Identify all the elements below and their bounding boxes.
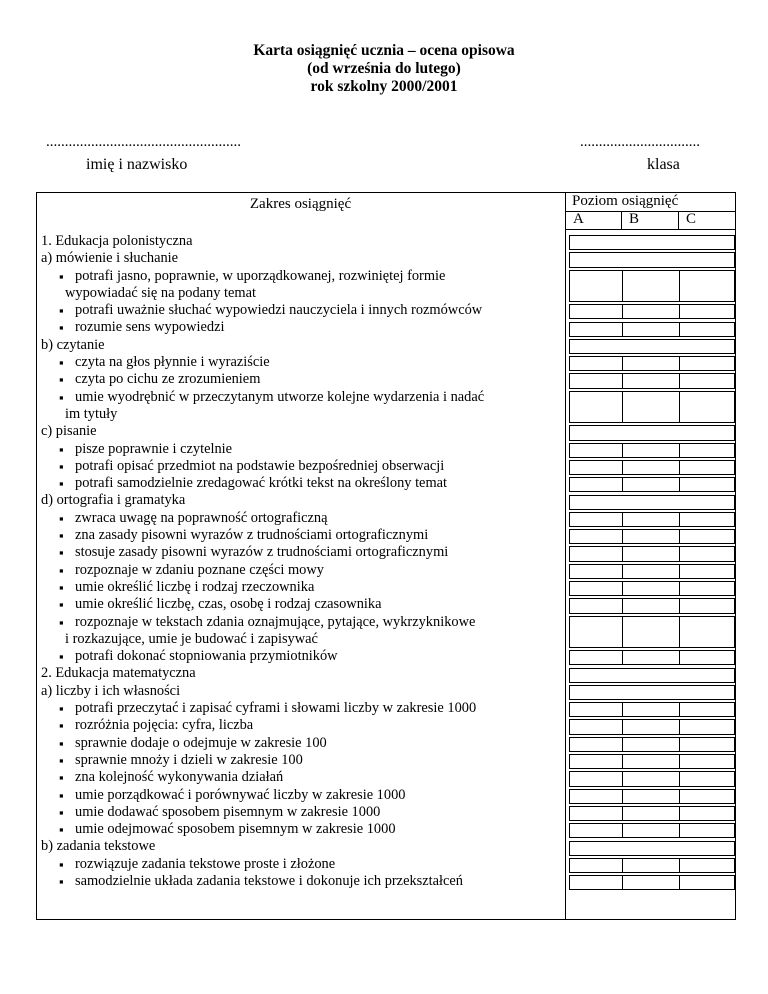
subsection-heading: b) zadania tekstowe [41, 838, 156, 855]
achievement-item [41, 389, 563, 406]
level-a-label: A [573, 211, 584, 227]
document-title [0, 42, 768, 96]
achievement-item-text: rozpoznaje w zdaniu poznane części mowy [75, 561, 324, 578]
heading-cell [569, 339, 735, 354]
achievement-item [41, 527, 563, 544]
rating-cell[interactable] [569, 460, 735, 475]
achievement-item [41, 769, 563, 786]
rating-cell-separator [622, 305, 623, 318]
achievement-item [41, 458, 563, 475]
rating-cell-separator [679, 755, 680, 768]
rating-cell[interactable] [569, 391, 735, 424]
rating-cell-separator [622, 651, 623, 664]
rating-cell-separator [622, 392, 623, 423]
achievement-item [41, 579, 563, 596]
section-heading: 2. Edukacja matematyczna [41, 665, 196, 682]
rating-cell-separator [679, 478, 680, 491]
rating-cell-separator [622, 478, 623, 491]
rating-cell[interactable] [569, 789, 735, 804]
level-header-sep-ab [621, 211, 622, 229]
rating-cell-separator [622, 859, 623, 872]
rating-cell-separator [679, 703, 680, 716]
heading-cell [569, 425, 735, 440]
achievement-item-text: potrafi samodzielnie zredagować krótki tekst na określony temat [75, 475, 448, 492]
rating-cell-separator [679, 582, 680, 595]
rating-cell-separator [622, 720, 623, 733]
rating-cell-separator [679, 530, 680, 543]
rating-cell-separator [622, 271, 623, 302]
rating-cell-separator [679, 323, 680, 336]
rating-cell-separator [679, 772, 680, 785]
heading-cell [569, 668, 735, 683]
rating-cell[interactable] [569, 529, 735, 544]
rating-cell-separator [622, 530, 623, 543]
rating-cell-separator [679, 513, 680, 526]
rating-cell[interactable] [569, 598, 735, 613]
achievement-item [41, 544, 563, 561]
achievement-item [41, 562, 563, 579]
rating-cell-separator [679, 392, 680, 423]
achievement-item [41, 371, 563, 388]
rating-cell-separator [679, 720, 680, 733]
rating-cell-separator [679, 876, 680, 889]
achievement-item [41, 475, 563, 492]
achievement-item-text: pisze poprawnie i czytelnie [75, 440, 233, 457]
achievement-item-text: umie określić liczbę i rodzaj rzeczownika [75, 578, 315, 595]
achievement-item-continuation: wypowiadać się na podany temat [65, 284, 257, 301]
achievement-item-text: zna kolejność wykonywania działań [75, 769, 284, 786]
rating-cell-separator [622, 513, 623, 526]
rating-cell-separator [679, 651, 680, 664]
subsection-heading: c) pisanie [41, 423, 97, 440]
rating-cell[interactable] [569, 616, 735, 649]
rating-cell-separator [679, 357, 680, 370]
achievement-item-text: umie dodawać sposobem pisemnym w zakresie 1000 [75, 803, 381, 820]
subsection-heading: b) czytanie [41, 336, 105, 353]
rating-cell-separator [679, 547, 680, 560]
heading-cell [569, 252, 735, 267]
title-line-3: rok szkolny 2000/2001 [310, 78, 458, 95]
rating-cell[interactable] [569, 823, 735, 838]
achievement-item [41, 319, 563, 336]
achievement-item [41, 856, 563, 873]
rating-cell[interactable] [569, 858, 735, 873]
achievement-item [41, 787, 563, 804]
achievement-item-continuation: i rozkazujące, umie je budować i zapisywać [65, 630, 318, 647]
rating-cell-separator [622, 876, 623, 889]
rating-cell[interactable] [569, 564, 735, 579]
rating-cell[interactable] [569, 546, 735, 561]
rating-cell[interactable] [569, 719, 735, 734]
heading-cell [569, 235, 735, 250]
achievement-item-text: potrafi uważnie słuchać wypowiedzi nauczyciela i innych rozmówców [75, 302, 483, 319]
rating-cell[interactable] [569, 356, 735, 371]
heading-cell [569, 841, 735, 856]
achievement-item [41, 510, 563, 527]
rating-cell[interactable] [569, 477, 735, 492]
rating-cell-separator [679, 461, 680, 474]
rating-cell-separator [679, 271, 680, 302]
rating-cell[interactable] [569, 443, 735, 458]
name-field-dots[interactable]: .................................................... [46, 134, 241, 150]
achievement-item [41, 873, 563, 890]
rating-cell-separator [622, 772, 623, 785]
rating-cell-separator [622, 547, 623, 560]
rating-cell-separator [622, 617, 623, 648]
rating-cell[interactable] [569, 806, 735, 821]
rating-cell-separator [622, 599, 623, 612]
rating-cell-separator [679, 824, 680, 837]
achievement-item-text: potrafi opisać przedmiot na podstawie bezpośredniej obserwacji [75, 457, 445, 474]
rating-cell-separator [679, 617, 680, 648]
rating-cell[interactable] [569, 737, 735, 752]
achievement-item [41, 441, 563, 458]
rating-cell-separator [622, 790, 623, 803]
level-column-header: Poziom osiągnięć [572, 193, 679, 209]
rating-cell-separator [622, 565, 623, 578]
achievement-item-text: umie wyodrębnić w przeczytanym utworze kolejne wydarzenia i nadać [75, 388, 485, 405]
name-label: imię i nazwisko [86, 156, 188, 173]
achievement-item [41, 354, 563, 371]
rating-cell-separator [622, 703, 623, 716]
rating-cell[interactable] [569, 270, 735, 303]
achievement-item-text: sprawnie dodaje o odejmuje w zakresie 100 [75, 734, 327, 751]
achievement-item-text: czyta po cichu ze zrozumieniem [75, 371, 261, 388]
subsection-heading: d) ortografia i gramatyka [41, 492, 186, 509]
achievement-item [41, 700, 563, 717]
rating-cell[interactable] [569, 304, 735, 319]
rating-cell-separator [679, 374, 680, 387]
achievement-item-text: rozumie sens wypowiedzi [75, 319, 225, 336]
achievement-item-text: rozpoznaje w tekstach zdania oznajmujące, pytające, wykrzyknikowe [75, 613, 476, 630]
rating-cell-separator [679, 859, 680, 872]
achievement-item [41, 804, 563, 821]
rating-cell-separator [622, 444, 623, 457]
level-header-rule [565, 211, 736, 212]
rating-cell[interactable] [569, 650, 735, 665]
rating-cell[interactable] [569, 322, 735, 337]
achievement-item-continuation: im tytuły [65, 405, 118, 422]
level-header-rule-bottom [565, 229, 736, 230]
achievement-item [41, 735, 563, 752]
rating-cell[interactable] [569, 702, 735, 717]
achievement-item-text: potrafi przeczytać i zapisać cyframi i słowami liczby w zakresie 1000 [75, 700, 477, 717]
title-line-1: Karta osiągnięć ucznia – ocena opisowa [253, 42, 515, 59]
rating-cell[interactable] [569, 512, 735, 527]
achievement-item-text: zwraca uwagę na poprawność ortograficzną [75, 509, 328, 526]
achievement-item-text: sprawnie mnoży i dzieli w zakresie 100 [75, 751, 303, 768]
rating-cell-separator [622, 357, 623, 370]
rating-cell-separator [622, 738, 623, 751]
achievement-item-text: stosuje zasady pisowni wyrazów z trudnościami ortograficznymi [75, 544, 449, 561]
achievement-item-text: potrafi jasno, poprawnie, w uporządkowanej, rozwiniętej formie [75, 267, 446, 284]
achievement-item-text: rozwiązuje zadania tekstowe proste i złożone [75, 855, 336, 872]
achievement-item [41, 752, 563, 769]
rating-cell-separator [679, 444, 680, 457]
achievement-item-text: czyta na głos płynnie i wyraziście [75, 354, 270, 371]
rating-cell[interactable] [569, 875, 735, 890]
rating-cell-separator [622, 807, 623, 820]
achievement-item [41, 596, 563, 613]
scope-rows [41, 233, 563, 890]
rating-cell[interactable] [569, 771, 735, 786]
achievement-item-text: umie określić liczbę, czas, osobę i rodzaj czasownika [75, 596, 382, 613]
level-b-label: B [629, 211, 640, 227]
rating-cell[interactable] [569, 373, 735, 388]
achievement-item-text: zna zasady pisowni wyrazów z trudnościami ortograficznymi [75, 527, 429, 544]
table-column-divider [565, 192, 566, 920]
achievement-item-text: samodzielnie układa zadania tekstowe i dokonuje ich przekształceń [75, 872, 463, 889]
title-line-2: (od września do lutego) [307, 60, 461, 77]
rating-cell-separator [679, 599, 680, 612]
rating-cell-separator [622, 755, 623, 768]
section-heading: 1. Edukacja polonistyczna [41, 233, 193, 249]
subsection-heading: a) mówienie i słuchanie [41, 250, 179, 267]
rating-cell-separator [622, 323, 623, 336]
subsection-heading: a) liczby i ich własności [41, 682, 181, 699]
achievement-item [41, 614, 563, 631]
rating-cell[interactable] [569, 754, 735, 769]
rating-cell-separator [679, 790, 680, 803]
rating-cell-separator [679, 807, 680, 820]
class-field-dots[interactable]: ................................ [580, 134, 700, 150]
rating-cell-separator [679, 738, 680, 751]
achievement-item-text: umie odejmować sposobem pisemnym w zakresie 1000 [75, 821, 396, 838]
heading-cell [569, 685, 735, 700]
heading-cell [569, 495, 735, 510]
rating-cell-separator [679, 565, 680, 578]
rating-cell-separator [622, 582, 623, 595]
scope-column-header: Zakres osiągnięć [249, 196, 352, 212]
rating-cell-separator [622, 824, 623, 837]
achievement-item-text: rozróżnia pojęcia: cyfra, liczba [75, 717, 254, 734]
achievement-item-text: umie porządkować i porównywać liczby w zakresie 1000 [75, 786, 406, 803]
level-header-sep-bc [678, 211, 679, 229]
achievement-item [41, 268, 563, 285]
achievement-item [41, 821, 563, 838]
rating-cell[interactable] [569, 581, 735, 596]
achievement-item-text: potrafi dokonać stopniowania przymiotników [75, 648, 338, 665]
rating-cell-separator [622, 374, 623, 387]
level-c-label: C [686, 211, 697, 227]
rating-cell-separator [622, 461, 623, 474]
class-label: klasa [647, 156, 680, 173]
achievement-item [41, 302, 563, 319]
achievement-item [41, 648, 563, 665]
rating-cell-separator [679, 305, 680, 318]
achievement-item [41, 717, 563, 734]
